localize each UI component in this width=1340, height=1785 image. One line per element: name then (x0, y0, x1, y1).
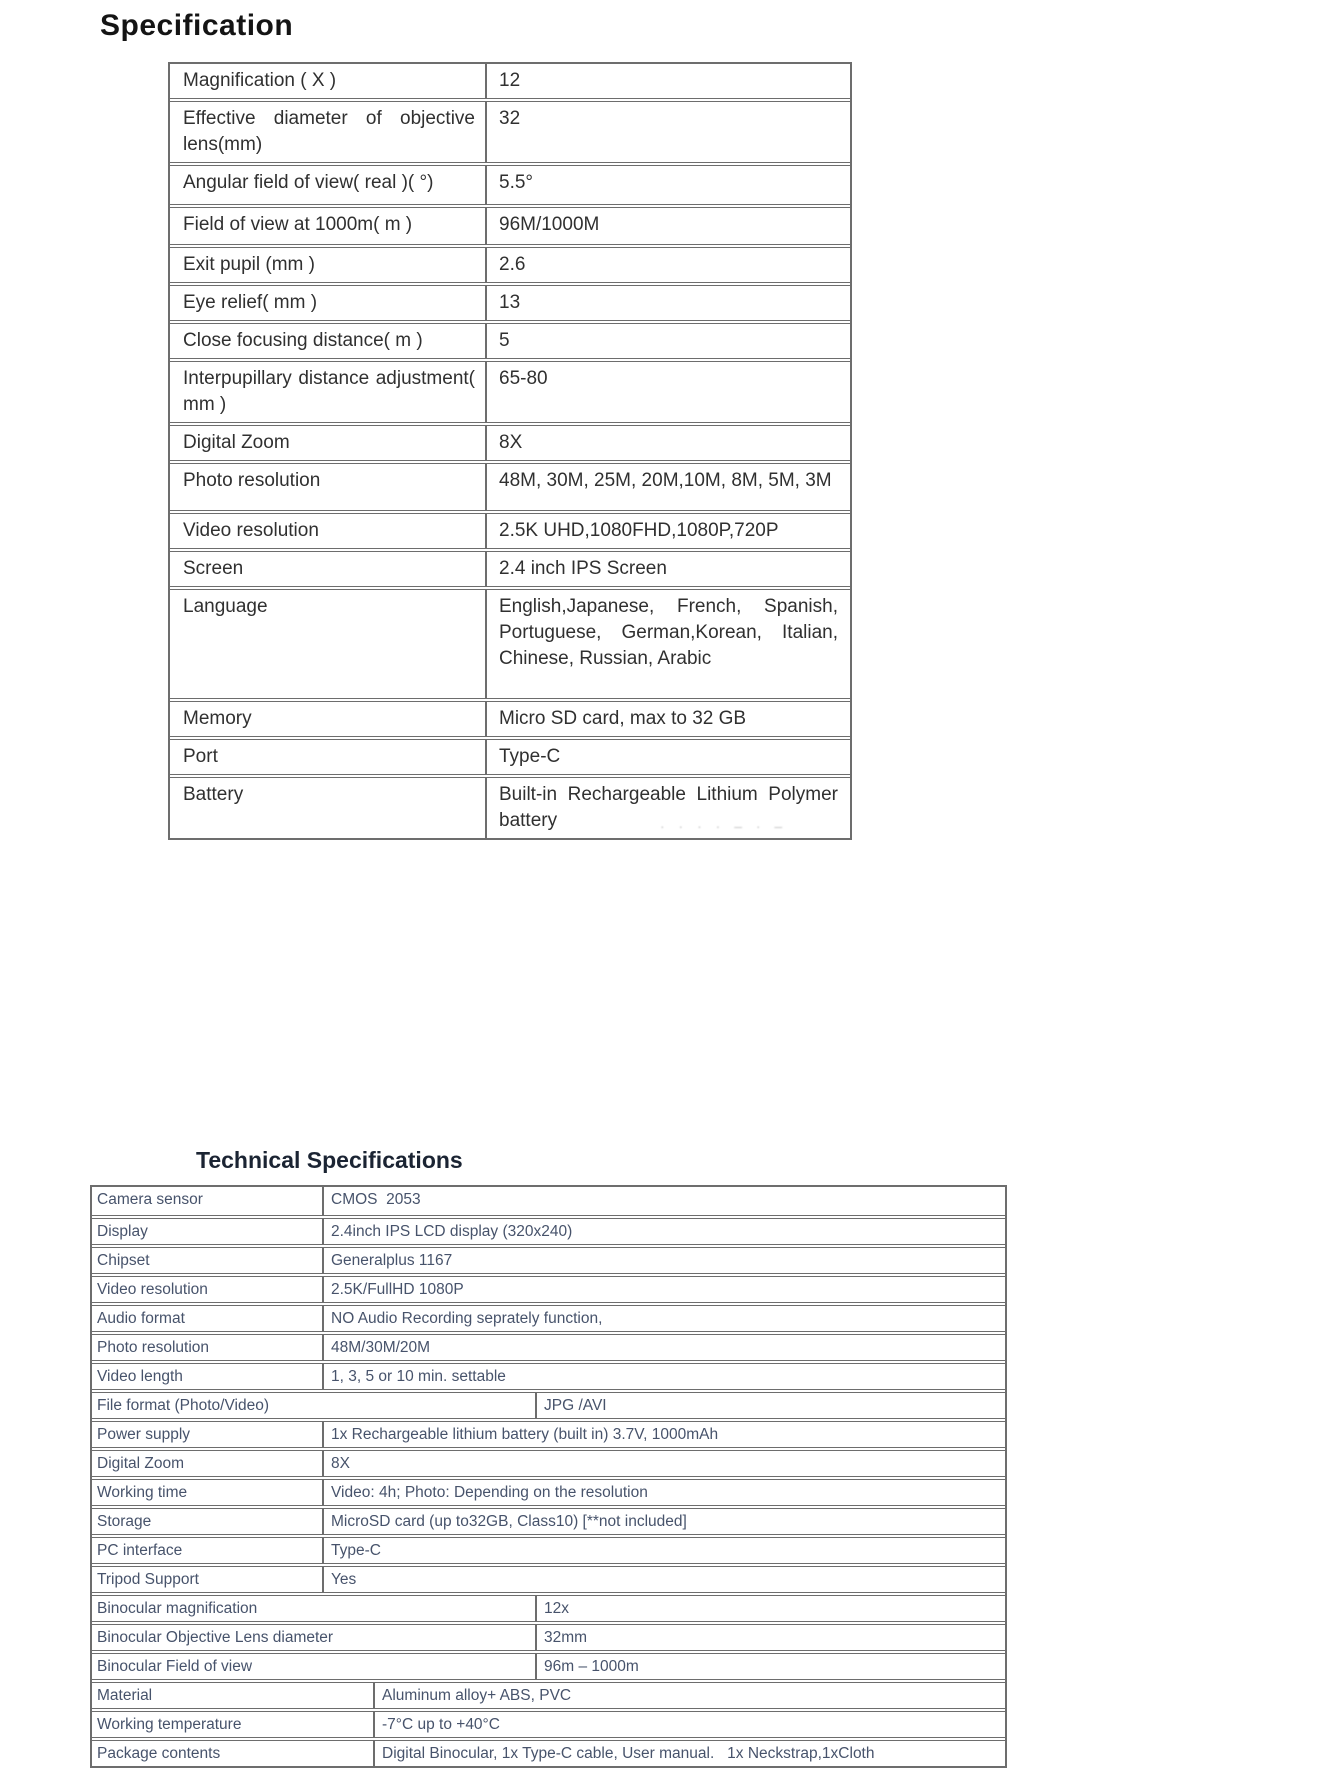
spec-label: Interpupillary distance adjustment( mm ) (183, 368, 475, 415)
spec-value: 2.5K UHD,1080FHD,1080P,720P (485, 514, 850, 548)
tech-value: Type-C (331, 1542, 381, 1559)
tech-label: Video length (92, 1364, 324, 1389)
table-row (170, 422, 850, 460)
spec-value: 8X (485, 426, 850, 460)
tech-label: Photo resolution (92, 1335, 324, 1360)
table-row (92, 1360, 1005, 1389)
table-row (170, 698, 850, 736)
table-row (92, 1447, 1005, 1476)
tech-value: 12x (544, 1600, 569, 1617)
tech-label: Camera sensor (92, 1187, 324, 1215)
spec-value: 5.5° (485, 166, 850, 204)
section-title-specification: Specification (100, 9, 294, 42)
table-row (92, 1244, 1005, 1273)
table-row (170, 320, 850, 358)
spec-value: 2.6 (485, 248, 850, 282)
table-row (170, 548, 850, 586)
table-row (170, 586, 850, 698)
spec-label: Memory (183, 708, 252, 729)
spec-label: Magnification ( X ) (183, 70, 337, 91)
tech-value: Video: 4h; Photo: Depending on the resolution (331, 1484, 648, 1501)
spec-value: 5 (485, 324, 850, 358)
tech-label: Working temperature (92, 1712, 375, 1737)
spec-value: 12 (485, 64, 850, 98)
spec-label: Port (183, 746, 218, 767)
spec-label: Eye relief( mm ) (183, 292, 318, 313)
tech-label: Tripod Support (92, 1567, 324, 1592)
table-row (92, 1534, 1005, 1563)
table-row (170, 358, 850, 422)
table-row (92, 1737, 1005, 1766)
table-row (170, 282, 850, 320)
spec-value: Micro SD card, max to 32 GB (485, 702, 850, 736)
tech-label: Audio format (92, 1306, 324, 1331)
section-title-technical-specifications: Technical Specifications (196, 1147, 463, 1173)
table-row (170, 98, 850, 162)
table-row (92, 1650, 1005, 1679)
spec-label: Exit pupil (mm ) (183, 254, 315, 275)
spec-value: 48M, 30M, 25M, 20M,10M, 8M, 5M, 3M (485, 464, 850, 510)
spec-label: Digital Zoom (183, 432, 290, 453)
spec-value: Type-C (485, 740, 850, 774)
spec-label: Video resolution (183, 520, 319, 541)
tech-label: Power supply (92, 1422, 324, 1447)
spec-label: Field of view at 1000m( m ) (183, 214, 413, 235)
tech-label: Chipset (92, 1248, 324, 1273)
tech-value: CMOS 2053 (331, 1191, 421, 1208)
technical-specifications-table (90, 1185, 1007, 1768)
tech-label: Binocular Objective Lens diameter (92, 1625, 537, 1650)
spec-label: Language (183, 596, 268, 617)
tech-label: PC interface (92, 1538, 324, 1563)
table-row (170, 244, 850, 282)
table-row (92, 1418, 1005, 1447)
tech-value: MicroSD card (up to32GB, Class10) [**not included] (331, 1513, 687, 1530)
tech-value: Yes (331, 1571, 357, 1588)
tech-label: Display (92, 1219, 324, 1244)
spec-label: Photo resolution (183, 470, 321, 491)
table-row (92, 1505, 1005, 1534)
tech-label: Video resolution (92, 1277, 324, 1302)
table-row (92, 1563, 1005, 1592)
tech-value: NO Audio Recording seprately function, (331, 1310, 603, 1327)
spec-value: Built-in Rechargeable Lithium Polymer battery (485, 778, 850, 838)
tech-label: Storage (92, 1509, 324, 1534)
tech-label: File format (Photo/Video) (92, 1393, 537, 1418)
tech-value: 1, 3, 5 or 10 min. settable (331, 1368, 506, 1385)
tech-label: Package contents (92, 1741, 375, 1766)
table-row (92, 1708, 1005, 1737)
table-row (92, 1331, 1005, 1360)
table-row (92, 1592, 1005, 1621)
tech-value: 2.5K/FullHD 1080P (331, 1281, 464, 1298)
tech-value: Generalplus 1167 (331, 1252, 453, 1269)
tech-label: Working time (92, 1480, 324, 1505)
tech-value: 1x Rechargeable lithium battery (built in) 3.7V, 1000mAh (331, 1426, 719, 1443)
spec-label: Angular field of view( real )( °) (183, 172, 434, 193)
spec-label: Close focusing distance( m ) (183, 330, 423, 351)
table-row (92, 1621, 1005, 1650)
tech-label: Binocular Field of view (92, 1654, 537, 1679)
spec-value: 32 (485, 102, 850, 162)
table-row (92, 1215, 1005, 1244)
tech-value: 32mm (544, 1629, 588, 1646)
table-row (92, 1187, 1005, 1215)
spec-label: Effective diameter of objective lens(mm) (183, 108, 475, 155)
spec-value: 13 (485, 286, 850, 320)
table-row (92, 1389, 1005, 1418)
spec-value: 96M/1000M (485, 208, 850, 244)
table-row (170, 736, 850, 774)
table-row (170, 64, 850, 98)
table-row (170, 460, 850, 510)
table-row (170, 510, 850, 548)
tech-value: 96m – 1000m (544, 1658, 639, 1675)
tech-value: JPG /AVI (544, 1397, 607, 1414)
table-row (92, 1273, 1005, 1302)
tech-value: -7°C up to +40°C (382, 1716, 500, 1733)
tech-value: 2.4inch IPS LCD display (320x240) (331, 1223, 573, 1240)
faded-print-artifact: · · · · – · – (660, 818, 788, 834)
spec-label: Screen (183, 558, 244, 579)
table-row (92, 1476, 1005, 1505)
tech-label: Binocular magnification (92, 1596, 537, 1621)
table-row (170, 204, 850, 244)
spec-value: 65-80 (485, 362, 850, 422)
tech-value: 48M/30M/20M (331, 1339, 431, 1356)
table-row (92, 1302, 1005, 1331)
tech-label: Material (92, 1683, 375, 1708)
specification-table (168, 62, 852, 840)
table-row (170, 162, 850, 204)
tech-label: Digital Zoom (92, 1451, 324, 1476)
spec-label: Battery (183, 784, 244, 805)
tech-value: Aluminum alloy+ ABS, PVC (382, 1687, 572, 1704)
table-row (92, 1679, 1005, 1708)
tech-value: Digital Binocular, 1x Type-C cable, User manual. 1x Neckstrap,1xCloth (382, 1745, 875, 1762)
spec-value: 2.4 inch IPS Screen (485, 552, 850, 586)
spec-value: English,Japanese, French, Spanish, Portuguese, German,Korean, Italian, Chinese, Russian, Arabic (485, 590, 850, 698)
tech-value: 8X (331, 1455, 350, 1472)
